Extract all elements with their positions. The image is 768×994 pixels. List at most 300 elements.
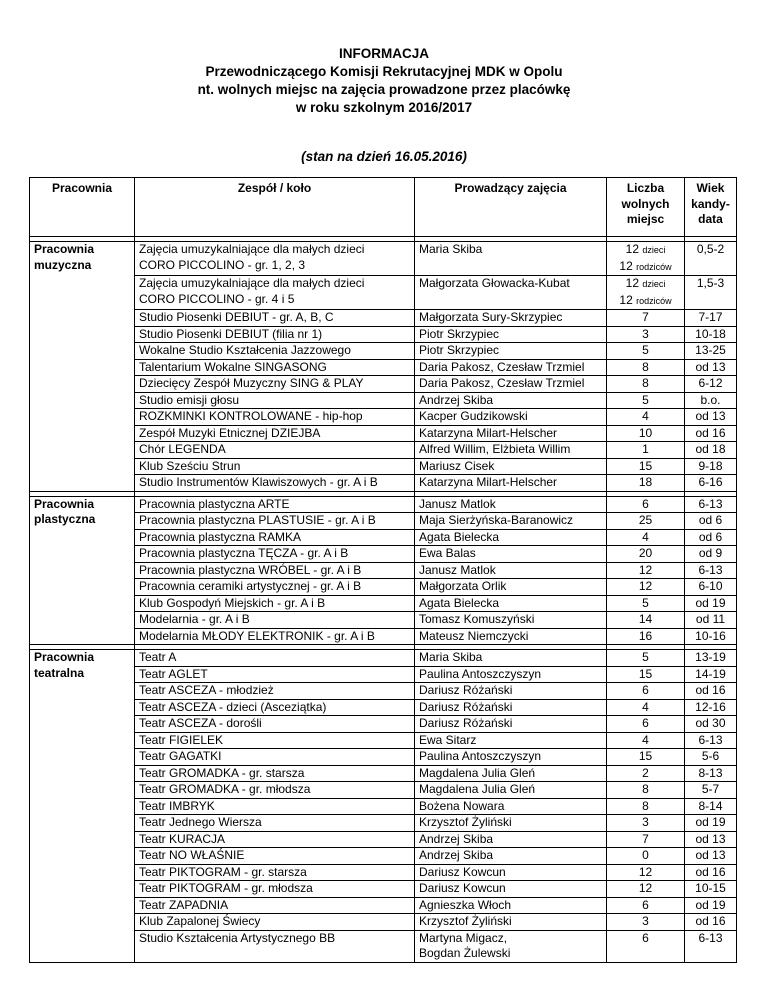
- teacher-name: Bożena Nowara: [419, 798, 505, 813]
- table-row: [30, 376, 737, 393]
- age-value: 13-19: [695, 650, 726, 664]
- age-value: od 18: [695, 442, 726, 456]
- places-count: 10: [638, 425, 653, 440]
- places-value: [611, 898, 680, 914]
- teacher-cell: [415, 546, 607, 563]
- group-name: Studio Piosenki DEBIUT (filia nr 1): [139, 326, 323, 341]
- table-row: [30, 683, 737, 700]
- group-cell: [135, 716, 415, 733]
- group-cell: [135, 612, 415, 629]
- age-value: 1,5-3: [696, 276, 725, 290]
- places-cell: [607, 699, 685, 716]
- group-cell: [135, 475, 415, 492]
- places-cell: [607, 326, 685, 343]
- group-name: Teatr PIKTOGRAM - gr. starsza: [139, 864, 307, 879]
- places-count: 12: [638, 579, 653, 593]
- places-value: [611, 914, 680, 930]
- age-cell: [685, 458, 737, 475]
- teacher-cell: [415, 529, 607, 546]
- table-header-row: [30, 178, 737, 237]
- places-cell: [607, 392, 685, 409]
- age-value: 12-16: [695, 699, 726, 714]
- table-row: [30, 458, 737, 475]
- group-name: Studio Instrumentów Klawiszowych - gr. A i B: [139, 475, 378, 489]
- table-row: [30, 612, 737, 629]
- teacher-cell: [415, 276, 607, 310]
- group-name: Dziecięcy Zespół Muzyczny SING & PLAY: [139, 376, 364, 390]
- group-cell: [135, 546, 415, 563]
- teacher-cell: [415, 897, 607, 914]
- group-cell: [135, 798, 415, 815]
- places-count: 25: [638, 513, 653, 527]
- teacher-cell: [415, 650, 607, 667]
- teacher-name: Małgorzata Głowacka-Kubat: [419, 276, 570, 290]
- places-value: [611, 629, 680, 645]
- group-name: Wokalne Studio Kształcenia Jazzowego: [139, 343, 351, 357]
- header-wiek-line: kandy-: [691, 196, 730, 211]
- group-cell: [135, 409, 415, 426]
- group-cell: [135, 529, 415, 546]
- group-name: Modelarnia MŁODY ELEKTRONIK - gr. A i B: [139, 628, 375, 643]
- group-name: Modelarnia - gr. A i B: [139, 612, 250, 626]
- age-value: od 19: [695, 897, 726, 912]
- teacher-name: Dariusz Kowcun: [419, 881, 506, 895]
- places-cell: [607, 749, 685, 766]
- age-cell: [685, 579, 737, 596]
- age-value: 7-17: [698, 310, 723, 324]
- age-value: 10-15: [695, 881, 726, 895]
- group-cell: [135, 848, 415, 865]
- group-cell: [135, 496, 415, 513]
- teacher-name: Krzysztof Żyliński: [419, 914, 512, 928]
- teacher-cell: [415, 798, 607, 815]
- age-value: od 11: [695, 612, 726, 626]
- places-value: [611, 343, 680, 359]
- header-liczba-line: wolnych: [621, 196, 670, 211]
- places-cell: [607, 595, 685, 612]
- age-cell: [685, 392, 737, 409]
- teacher-name: Agata Bielecka: [419, 529, 500, 544]
- places-cell: [607, 359, 685, 376]
- group-name: Zespół Muzyki Etnicznej DZIEJBA: [139, 425, 321, 440]
- places-value: [611, 310, 680, 326]
- places-count: 3: [642, 326, 649, 341]
- header-pracownia: Pracownia: [30, 178, 135, 237]
- age-value: od 16: [695, 683, 726, 697]
- teacher-name: Magdalena Julia Gleń: [419, 765, 536, 780]
- table-row: [30, 815, 737, 832]
- section-name: muzyczna: [34, 257, 92, 272]
- age-cell: [685, 628, 737, 645]
- places-value-2: [611, 259, 680, 276]
- places-count: 5: [642, 343, 649, 357]
- places-value: [611, 716, 680, 732]
- teacher-name: Daria Pakosz, Czesław Trzmiel: [419, 359, 585, 374]
- table-row: [30, 666, 737, 683]
- table-row: [30, 359, 737, 376]
- places-cell: [607, 409, 685, 426]
- header-wiek-line: Wiek: [696, 181, 725, 195]
- places-cell: [607, 848, 685, 865]
- places-count: 20: [638, 546, 653, 560]
- teacher-cell: [415, 914, 607, 931]
- teacher-name: Maja Sierżyńska-Baranowicz: [419, 513, 574, 527]
- teacher-name: Piotr Skrzypiec: [419, 326, 500, 341]
- teacher-cell: [415, 930, 607, 962]
- places-count: 8: [642, 376, 649, 390]
- age-value: 6-13: [698, 732, 723, 747]
- teacher-cell: [415, 310, 607, 327]
- age-value: b.o.: [700, 392, 721, 407]
- table-row: [30, 242, 737, 276]
- teacher-cell: [415, 376, 607, 393]
- age-value: od 19: [695, 595, 726, 610]
- table-row: [30, 442, 737, 459]
- teacher-name: Martyna Migacz,: [419, 930, 508, 945]
- teacher-cell: [415, 683, 607, 700]
- table-row: [30, 765, 737, 782]
- teacher-name: Janusz Matlok: [419, 496, 496, 511]
- group-name: Teatr IMBRYK: [139, 798, 215, 813]
- age-value: od 9: [698, 546, 723, 560]
- places-count: 12: [638, 864, 653, 879]
- teacher-name: Piotr Skrzypiec: [419, 343, 500, 357]
- group-cell: [135, 914, 415, 931]
- table-row: [30, 409, 737, 426]
- teacher-name: Małgorzata Sury-Skrzypiec: [419, 310, 563, 324]
- table-row: [30, 732, 737, 749]
- age-value: 5-6: [701, 749, 720, 763]
- table-row: [30, 930, 737, 962]
- places-cell: [607, 897, 685, 914]
- group-cell: [135, 326, 415, 343]
- places-cell: [607, 496, 685, 513]
- places-cell: [607, 343, 685, 360]
- age-value: od 6: [698, 529, 723, 544]
- teacher-name-line-2: Bogdan Żulewski: [419, 946, 511, 960]
- places-value: [611, 426, 680, 442]
- places-count: 4: [642, 732, 649, 747]
- teacher-cell: [415, 831, 607, 848]
- teacher-cell: [415, 496, 607, 513]
- age-cell: [685, 442, 737, 459]
- teacher-name: Alfred Willim, Elżbieta Willim: [419, 442, 571, 456]
- places-count: 4: [642, 529, 649, 544]
- group-name: Teatr FIGIELEK: [139, 732, 224, 747]
- group-name: Zajęcia umuzykalniające dla małych dzieci: [139, 242, 365, 256]
- places-cell: [607, 831, 685, 848]
- group-cell: [135, 458, 415, 475]
- document-subtitle: (stan na dzień 16.05.2016): [301, 149, 467, 164]
- places-cell: [607, 546, 685, 563]
- age-value: 0,5-2: [696, 242, 725, 256]
- age-cell: [685, 798, 737, 815]
- places-count: 4: [642, 699, 649, 714]
- group-cell: [135, 425, 415, 442]
- header-wiek-line: data: [698, 212, 723, 226]
- table-row: [30, 310, 737, 327]
- places-value: [611, 733, 680, 749]
- table-row: [30, 848, 737, 865]
- age-cell: [685, 276, 737, 310]
- teacher-name: Maria Skiba: [419, 242, 483, 256]
- places-value: [611, 546, 680, 562]
- places-cell: [607, 310, 685, 327]
- group-cell: [135, 815, 415, 832]
- teacher-cell: [415, 864, 607, 881]
- places-value-2: [611, 293, 680, 310]
- age-cell: [685, 326, 737, 343]
- teacher-name: Andrzej Skiba: [419, 831, 494, 846]
- group-cell: [135, 749, 415, 766]
- teacher-name: Magdalena Julia Gleń: [419, 782, 536, 796]
- teacher-name: Paulina Antoszczyszyn: [419, 749, 542, 763]
- places-cell: [607, 458, 685, 475]
- group-cell: [135, 595, 415, 612]
- places-cell: [607, 864, 685, 881]
- heading-line-2: Przewodniczącego Komisji Rekrutacyjnej MDK w Opolu: [205, 64, 563, 79]
- section-name: Pracownia: [34, 496, 95, 511]
- header-liczba: [607, 178, 685, 237]
- age-cell: [685, 732, 737, 749]
- teacher-cell: [415, 732, 607, 749]
- age-cell: [685, 683, 737, 700]
- age-cell: [685, 749, 737, 766]
- age-cell: [685, 666, 737, 683]
- places-count-2: 12: [619, 258, 633, 273]
- places-cell: [607, 442, 685, 459]
- table-row: [30, 831, 737, 848]
- age-cell: [685, 595, 737, 612]
- teacher-cell: [415, 458, 607, 475]
- teacher-cell: [415, 595, 607, 612]
- table-row: [30, 749, 737, 766]
- places-cell: [607, 562, 685, 579]
- age-cell: [685, 343, 737, 360]
- teacher-cell: [415, 326, 607, 343]
- places-cell: [607, 513, 685, 530]
- age-value: 8-14: [698, 798, 723, 813]
- group-cell: [135, 683, 415, 700]
- teacher-cell: [415, 409, 607, 426]
- group-cell: [135, 392, 415, 409]
- places-count: 4: [642, 409, 649, 423]
- age-cell: [685, 496, 737, 513]
- places-count: 15: [638, 458, 653, 473]
- places-note-2: rodziców: [636, 261, 672, 272]
- group-cell: [135, 666, 415, 683]
- table-row: [30, 475, 737, 492]
- age-value: od 6: [698, 513, 723, 527]
- age-cell: [685, 650, 737, 667]
- age-value: 8-13: [698, 765, 723, 780]
- group-name: Klub Sześciu Strun: [139, 458, 241, 473]
- places-note: dzieci: [642, 245, 666, 255]
- group-name: Zajęcia umuzykalniające dla małych dzieci: [139, 276, 365, 290]
- teacher-name: Dariusz Różański: [419, 699, 513, 714]
- places-value: [611, 563, 680, 579]
- age-value: od 19: [695, 815, 726, 829]
- group-name: Klub Gospodyń Miejskich - gr. A i B: [139, 595, 326, 610]
- section-name: teatralna: [34, 665, 85, 680]
- age-cell: [685, 612, 737, 629]
- age-value: 14-19: [695, 666, 726, 681]
- group-name: Teatr A: [139, 650, 177, 664]
- age-cell: [685, 864, 737, 881]
- places-count: 8: [642, 359, 649, 374]
- age-value: od 13: [695, 409, 726, 423]
- group-cell: [135, 765, 415, 782]
- table-row: [30, 276, 737, 310]
- places-value: [611, 327, 680, 343]
- age-cell: [685, 782, 737, 799]
- places-cell: [607, 612, 685, 629]
- age-value: od 13: [695, 831, 726, 846]
- teacher-name: Krzysztof Żyliński: [419, 815, 512, 829]
- teacher-cell: [415, 881, 607, 898]
- age-cell: [685, 513, 737, 530]
- age-cell: [685, 546, 737, 563]
- table-row: [30, 782, 737, 799]
- places-value: [611, 242, 680, 259]
- group-cell: [135, 864, 415, 881]
- places-cell: [607, 276, 685, 310]
- age-value: od 16: [695, 425, 726, 440]
- places-value: [611, 596, 680, 612]
- table-row: [30, 546, 737, 563]
- places-value: [611, 931, 680, 947]
- places-count: 5: [642, 650, 649, 664]
- places-value: [611, 832, 680, 848]
- places-value: [611, 409, 680, 425]
- places-value: [611, 513, 680, 529]
- teacher-name: Ewa Sitarz: [419, 732, 477, 747]
- places-value: [611, 667, 680, 683]
- group-cell: [135, 359, 415, 376]
- group-name-line-2: CORO PICCOLINO - gr. 4 i 5: [139, 291, 295, 306]
- age-cell: [685, 529, 737, 546]
- group-name: Teatr AGLET: [139, 666, 208, 681]
- table-row: [30, 798, 737, 815]
- places-count: 6: [642, 496, 649, 511]
- places-cell: [607, 650, 685, 667]
- places-count: 8: [642, 782, 649, 796]
- places-count: 2: [642, 765, 649, 780]
- table-row: [30, 562, 737, 579]
- group-cell: [135, 562, 415, 579]
- age-cell: [685, 831, 737, 848]
- group-cell: [135, 242, 415, 276]
- teacher-name: Dariusz Różański: [419, 716, 513, 730]
- teacher-cell: [415, 628, 607, 645]
- places-value: [611, 612, 680, 628]
- places-value: [611, 276, 680, 293]
- places-cell: [607, 930, 685, 962]
- heading-line-3: nt. wolnych miejsc na zajęcia prowadzone przez placówkę: [197, 82, 571, 97]
- age-cell: [685, 425, 737, 442]
- places-cell: [607, 765, 685, 782]
- places-cell: [607, 579, 685, 596]
- group-cell: [135, 831, 415, 848]
- teacher-name: Paulina Antoszczyszyn: [419, 666, 542, 681]
- places-cell: [607, 529, 685, 546]
- group-name: Talentarium Wokalne SINGASONG: [139, 359, 327, 374]
- table-row: [30, 326, 737, 343]
- age-value: 6-12: [698, 376, 723, 390]
- table-row: [30, 579, 737, 596]
- group-name: Klub Zapalonej Świecy: [139, 914, 261, 928]
- teacher-name: Dariusz Kowcun: [419, 864, 506, 879]
- places-cell: [607, 425, 685, 442]
- places-count: 6: [642, 930, 649, 945]
- teacher-cell: [415, 579, 607, 596]
- places-value: [611, 442, 680, 458]
- group-name: Pracownia plastyczna WRÓBEL - gr. A i B: [139, 562, 362, 577]
- places-value: [611, 782, 680, 798]
- teacher-cell: [415, 666, 607, 683]
- teacher-cell: [415, 699, 607, 716]
- table-row: [30, 529, 737, 546]
- heading-line-1: INFORMACJA: [339, 46, 429, 61]
- teacher-name: Daria Pakosz, Czesław Trzmiel: [419, 376, 585, 390]
- table-row: [30, 513, 737, 530]
- places-value: [611, 579, 680, 595]
- age-value: 10-18: [695, 326, 726, 341]
- age-value: od 30: [695, 716, 726, 730]
- age-cell: [685, 815, 737, 832]
- group-name: Teatr ZAPADNIA: [139, 897, 229, 912]
- table-row: [30, 914, 737, 931]
- places-count: 12: [638, 881, 653, 895]
- group-name: Teatr GROMADKA - gr. młodsza: [139, 782, 311, 796]
- places-value: [611, 683, 680, 699]
- group-cell: [135, 628, 415, 645]
- places-count: 15: [638, 666, 653, 681]
- document-heading: [0, 45, 768, 117]
- places-count: 18: [638, 475, 653, 489]
- places-cell: [607, 798, 685, 815]
- group-name: Studio emisji głosu: [139, 392, 240, 407]
- teacher-name: Maria Skiba: [419, 650, 483, 664]
- group-name: Pracownia ceramiki artystycznej - gr. A i B: [139, 579, 362, 593]
- group-name: Teatr Jednego Wiersza: [139, 815, 262, 829]
- age-cell: [685, 409, 737, 426]
- places-value: [611, 650, 680, 666]
- age-value: od 16: [695, 864, 726, 879]
- group-name: Pracownia plastyczna RAMKA: [139, 529, 302, 544]
- teacher-cell: [415, 562, 607, 579]
- places-cell: [607, 782, 685, 799]
- places-cell: [607, 666, 685, 683]
- group-cell: [135, 650, 415, 667]
- table-row: [30, 864, 737, 881]
- section-name-cell: [30, 650, 135, 963]
- places-cell: [607, 376, 685, 393]
- age-value: 6-13: [698, 496, 723, 511]
- header-liczba-line: miejsc: [626, 212, 665, 226]
- age-cell: [685, 699, 737, 716]
- group-cell: [135, 276, 415, 310]
- places-cell: [607, 628, 685, 645]
- places-count-2: 12: [619, 292, 633, 307]
- teacher-cell: [415, 442, 607, 459]
- group-cell: [135, 732, 415, 749]
- places-value: [611, 360, 680, 376]
- places-cell: [607, 881, 685, 898]
- vacancies-table: [29, 177, 737, 963]
- table-row: [30, 650, 737, 667]
- group-cell: [135, 513, 415, 530]
